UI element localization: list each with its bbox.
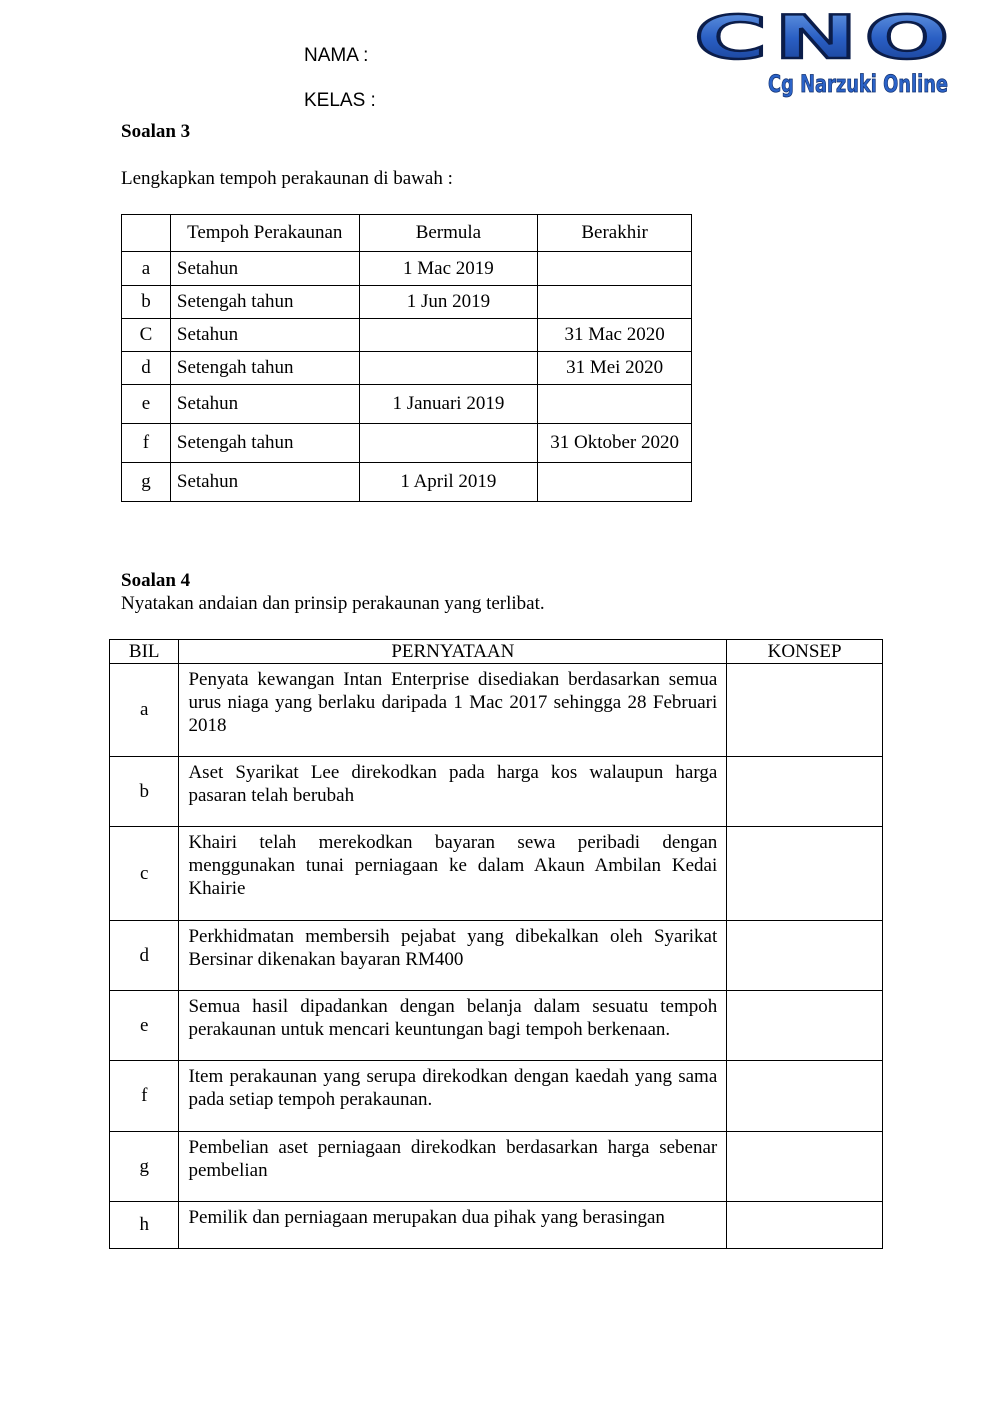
nama-label: NAMA : [304,45,369,66]
bil-cell: b [110,757,179,827]
row-id: e [122,385,171,424]
soalan3-table [121,214,692,502]
berakhir-cell[interactable]: 31 Mei 2020 [538,352,692,385]
row-id: f [122,424,171,463]
column-header-bermula: Bermula [359,215,538,252]
berakhir-cell[interactable] [538,463,692,502]
tempoh-cell: Setengah tahun [170,424,359,463]
soalan4-instruction: Nyatakan andaian dan prinsip perakaunan yang terlibat. [121,593,545,614]
bil-cell: g [110,1132,179,1202]
konsep-cell[interactable] [727,827,883,921]
konsep-cell[interactable] [727,1132,883,1202]
column-header-bil: BIL [110,640,179,664]
pernyataan-cell: Pemilik dan perniagaan merupakan dua pihak yang berasingan [179,1202,727,1249]
berakhir-cell[interactable]: 31 Mac 2020 [538,319,692,352]
table-header-row [122,215,692,252]
row-id: a [122,252,171,286]
konsep-cell[interactable] [727,757,883,827]
table-row [122,352,692,385]
table-row [122,319,692,352]
bil-cell: f [110,1061,179,1132]
bermula-cell[interactable] [359,352,538,385]
bermula-cell[interactable]: 1 Mac 2019 [359,252,538,286]
konsep-cell[interactable] [727,1061,883,1132]
row-id: d [122,352,171,385]
logo-text: CNO [694,3,956,73]
table-row [110,1132,883,1202]
table-row [122,424,692,463]
column-header-tempoh: Tempoh Perakaunan [170,215,359,252]
logo-subtext: Cg Narzuki Online [768,70,948,98]
bil-cell: c [110,827,179,921]
bil-cell: d [110,921,179,991]
column-header-pernyataan: PERNYATAAN [179,640,727,664]
table-row [122,286,692,319]
table-row [122,252,692,286]
column-header-berakhir: Berakhir [538,215,692,252]
tempoh-cell: Setengah tahun [170,286,359,319]
table-row [110,757,883,827]
table-row [110,1061,883,1132]
cno-logo [690,3,960,102]
berakhir-cell[interactable]: 31 Oktober 2020 [538,424,692,463]
kelas-label: KELAS : [304,90,376,111]
tempoh-cell: Setahun [170,463,359,502]
tempoh-cell: Setahun [170,319,359,352]
tempoh-cell: Setahun [170,385,359,424]
row-id: b [122,286,171,319]
berakhir-cell[interactable] [538,385,692,424]
column-header-konsep: KONSEP [727,640,883,664]
berakhir-cell[interactable] [538,286,692,319]
table-row [110,991,883,1061]
bermula-cell[interactable]: 1 April 2019 [359,463,538,502]
bil-cell: h [110,1202,179,1249]
pernyataan-cell: Khairi telah merekodkan bayaran sewa peribadi dengan menggunakan tunai perniagaan ke dalam Akaun Ambilan Kedai Khairie [179,827,727,921]
row-id: C [122,319,171,352]
bil-cell: a [110,664,179,757]
soalan3-title: Soalan 3 [121,121,191,142]
konsep-cell[interactable] [727,1202,883,1249]
tempoh-cell: Setengah tahun [170,352,359,385]
pernyataan-cell: Aset Syarikat Lee direkodkan pada harga kos walaupun harga pasaran telah berubah [179,757,727,827]
table-row [122,385,692,424]
table-row [110,664,883,757]
bermula-cell[interactable] [359,424,538,463]
table-row [122,463,692,502]
pernyataan-cell: Item perakaunan yang serupa direkodkan dengan kaedah yang sama pada setiap tempoh perakaunan. [179,1061,727,1132]
table-row [110,921,883,991]
column-header-index [122,215,171,252]
konsep-cell[interactable] [727,991,883,1061]
table-row [110,827,883,921]
bermula-cell[interactable] [359,319,538,352]
pernyataan-cell: Penyata kewangan Intan Enterprise disediakan berdasarkan semua urus niaga yang berlaku daripada 1 Mac 2017 sehingga 28 Februari 2018 [179,664,727,757]
soalan4-title: Soalan 4 [121,570,191,591]
tempoh-cell: Setahun [170,252,359,286]
konsep-cell[interactable] [727,921,883,991]
table-header-row [110,640,883,664]
berakhir-cell[interactable] [538,252,692,286]
pernyataan-cell: Pembelian aset perniagaan direkodkan berdasarkan harga sebenar pembelian [179,1132,727,1202]
row-id: g [122,463,171,502]
pernyataan-cell: Semua hasil dipadankan dengan belanja dalam sesuatu tempoh perakaunan untuk mencari keuntungan bagi tempoh berkenaan. [179,991,727,1061]
soalan3-instruction: Lengkapkan tempoh perakaunan di bawah : [121,168,453,189]
pernyataan-cell: Perkhidmatan membersih pejabat yang dibekalkan oleh Syarikat Bersinar dikenakan bayaran RM400 [179,921,727,991]
bermula-cell[interactable]: 1 Januari 2019 [359,385,538,424]
table-row [110,1202,883,1249]
bil-cell: e [110,991,179,1061]
soalan4-table [109,639,883,1249]
bermula-cell[interactable]: 1 Jun 2019 [359,286,538,319]
konsep-cell[interactable] [727,664,883,757]
